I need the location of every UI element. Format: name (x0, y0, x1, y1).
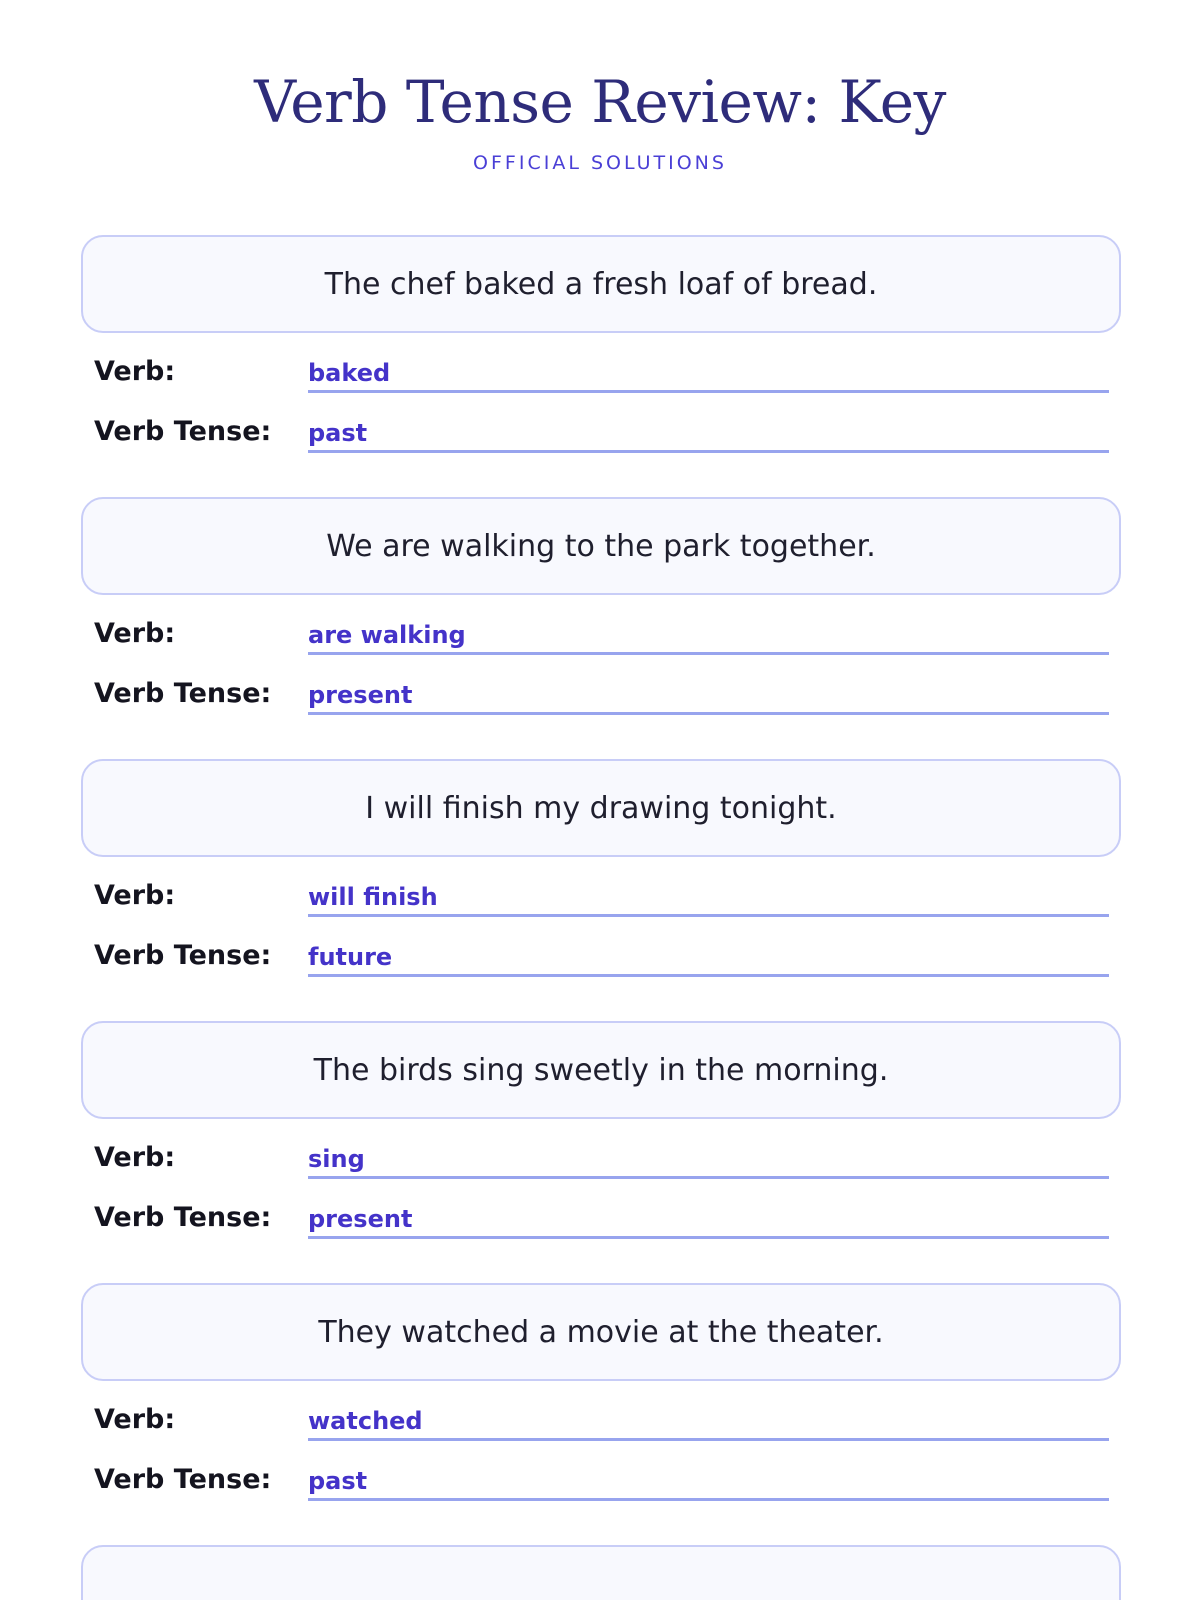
verb-tense-label: Verb Tense: (94, 1464, 272, 1495)
page-header (0, 68, 1200, 174)
page-subtitle: OFFICIAL SOLUTIONS (473, 152, 727, 174)
verb-label: Verb: (94, 880, 176, 911)
verb-label: Verb: (94, 1142, 176, 1173)
exercise-list (81, 235, 1121, 1600)
verb-label: Verb: (94, 356, 176, 387)
verb-row (81, 333, 1121, 393)
sentence-box (81, 1283, 1121, 1381)
exercise-item (81, 497, 1121, 715)
verb-tense-answer-line (308, 1199, 1109, 1239)
verb-row (81, 857, 1121, 917)
verb-tense-answer-line (308, 1461, 1109, 1501)
sentence-box (81, 1021, 1121, 1119)
verb-answer-line (308, 353, 1109, 393)
verb-tense-row (81, 917, 1121, 977)
verb-tense-answer: past (308, 419, 368, 447)
verb-answer: sing (308, 1145, 365, 1173)
verb-tense-label: Verb Tense: (94, 678, 272, 709)
verb-answer-line (308, 1401, 1109, 1441)
verb-answer-line (308, 877, 1109, 917)
verb-label: Verb: (94, 618, 176, 649)
verb-answer: baked (308, 359, 391, 387)
sentence-box (81, 235, 1121, 333)
verb-tense-answer: present (308, 1205, 413, 1233)
sentence-box-partial (81, 1545, 1121, 1600)
verb-answer: watched (308, 1407, 423, 1435)
sentence-text: The chef baked a fresh loaf of bread. (324, 266, 878, 302)
sentence-box (81, 497, 1121, 595)
verb-tense-answer: past (308, 1467, 368, 1495)
exercise-item (81, 1283, 1121, 1501)
verb-tense-row (81, 655, 1121, 715)
verb-tense-row (81, 1179, 1121, 1239)
verb-tense-answer-line (308, 413, 1109, 453)
verb-tense-label: Verb Tense: (94, 1202, 272, 1233)
verb-label: Verb: (94, 1404, 176, 1435)
verb-row (81, 1381, 1121, 1441)
exercise-item (81, 235, 1121, 453)
verb-tense-answer-line (308, 937, 1109, 977)
verb-tense-answer: present (308, 681, 413, 709)
verb-answer-line (308, 1139, 1109, 1179)
sentence-text: We are walking to the park together. (326, 528, 876, 564)
verb-answer: are walking (308, 621, 466, 649)
sentence-text: They watched a movie at the theater. (318, 1314, 884, 1350)
sentence-text: I will finish my drawing tonight. (365, 790, 837, 826)
verb-answer: will finish (308, 883, 438, 911)
verb-tense-row (81, 1441, 1121, 1501)
page-title: Verb Tense Review: Key (254, 68, 946, 136)
sentence-text: The birds sing sweetly in the morning. (313, 1052, 889, 1088)
verb-tense-answer: future (308, 943, 393, 971)
verb-tense-label: Verb Tense: (94, 416, 272, 447)
verb-row (81, 595, 1121, 655)
exercise-item (81, 1021, 1121, 1239)
verb-tense-row (81, 393, 1121, 453)
verb-tense-answer-line (308, 675, 1109, 715)
sentence-box (81, 759, 1121, 857)
exercise-item (81, 759, 1121, 977)
verb-tense-label: Verb Tense: (94, 940, 272, 971)
verb-row (81, 1119, 1121, 1179)
verb-answer-line (308, 615, 1109, 655)
